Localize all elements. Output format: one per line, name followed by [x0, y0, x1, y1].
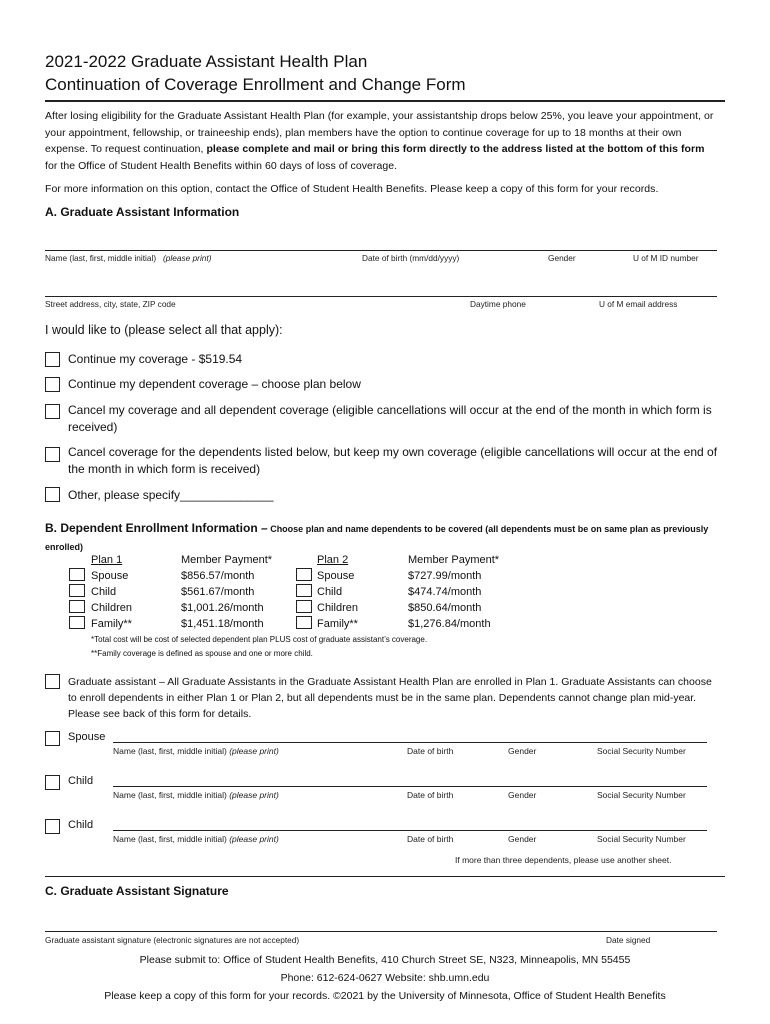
section-c-heading: C. Graduate Assistant Signature	[45, 884, 229, 898]
option-checkbox-cancel-all[interactable]	[45, 404, 60, 419]
email-label: U of M email address	[599, 299, 678, 309]
dependent-checkbox-child-2[interactable]	[45, 819, 60, 834]
plan-cost-note: *Total cost will be cost of selected dependent plan PLUS cost of graduate assistant’s coverage.	[91, 635, 428, 644]
plan2-spouse-label: Spouse	[317, 570, 355, 582]
dep2-dob-label: Date of birth	[407, 790, 454, 800]
dob-label: Date of birth (mm/dd/yyyy)	[362, 253, 460, 263]
phone-label: Daytime phone	[470, 299, 526, 309]
plan1-children-price: $1,001.26/month	[181, 602, 264, 614]
ga-note: Graduate assistant – All Graduate Assistants in the Graduate Assistant Health Plan are enrolled in Plan 1. Graduate Assistants can choose to enroll dependents in either Plan 1 or Plan 2, but all dependents must be in the same plan. Dependents cannot change plan mid-year. Please see back of this form for details.	[68, 676, 712, 720]
plan1-family-price: $1,451.18/month	[181, 618, 264, 630]
name-line[interactable]	[45, 250, 717, 251]
gender-label: Gender	[548, 253, 576, 263]
plan1-payment-header: Member Payment*	[181, 554, 273, 566]
plan1-family-label: Family**	[91, 618, 132, 630]
plan2-spouse-checkbox[interactable]	[296, 568, 312, 581]
footer-copyright: Please keep a copy of this form for your records. ©2021 by the University of Minnesota, Office of Student Health Benefits	[104, 990, 666, 1002]
address-line[interactable]	[45, 296, 717, 297]
address-label: Street address, city, state, ZIP code	[45, 299, 176, 309]
intro-paragraph	[45, 108, 717, 174]
family-coverage-note: **Family coverage is defined as spouse and one or more child.	[91, 649, 313, 658]
plan1-title: Plan 1	[91, 554, 123, 566]
plan2-family-label: Family**	[317, 618, 358, 630]
plan1-children-checkbox[interactable]	[69, 600, 85, 613]
form-title-line1: 2021-2022 Graduate Assistant Health Plan	[45, 52, 368, 71]
dep2-name-label: Name (last, first, middle initial) (please print)	[113, 790, 279, 800]
dependent-type-child-1: Child	[68, 775, 94, 787]
plan1-child-price: $561.67/month	[181, 586, 255, 598]
form-title-line2: Continuation of Coverage Enrollment and Change Form	[45, 75, 466, 94]
dep3-gender-label: Gender	[508, 834, 537, 844]
plan2-child-label: Child	[317, 586, 343, 598]
section-b-title: B. Dependent Enrollment Information –	[45, 521, 268, 535]
more-dependents-note: If more than three dependents, please use another sheet.	[455, 855, 672, 865]
dep1-gender-label: Gender	[508, 746, 537, 756]
plan2-children-label: Children	[317, 602, 358, 614]
option-checkbox-cancel-dependents[interactable]	[45, 447, 60, 462]
option-checkbox-dependent[interactable]	[45, 377, 60, 392]
dependent-checkbox-child-1[interactable]	[45, 775, 60, 790]
plan2-child-price: $474.74/month	[408, 586, 482, 598]
section-c-rule	[45, 876, 725, 877]
intro-text-2: for the Office of Student Health Benefits within 60 days of loss of coverage.	[45, 159, 398, 172]
section-b-heading	[45, 520, 725, 556]
plan2-children-checkbox[interactable]	[296, 600, 312, 613]
plan1-child-checkbox[interactable]	[69, 584, 85, 597]
dep3-dob-label: Date of birth	[407, 834, 454, 844]
option-checkbox-other[interactable]	[45, 487, 60, 502]
dependent-checkbox-spouse[interactable]	[45, 731, 60, 746]
dependent-line-child-1[interactable]	[113, 786, 707, 787]
name-label: Name (last, first, middle initial) (please print)	[45, 253, 212, 263]
plan2-title: Plan 2	[317, 554, 349, 566]
date-signed-label: Date signed	[606, 935, 651, 945]
plan1-family-checkbox[interactable]	[69, 616, 85, 629]
dep2-ssn-label: Social Security Number	[597, 790, 686, 800]
plan1-spouse-price: $856.57/month	[181, 570, 255, 582]
option-continue: Continue my coverage - $519.54	[68, 352, 243, 366]
plan1-spouse-label: Spouse	[91, 570, 129, 582]
signature-label: Graduate assistant signature (electronic signatures are not accepted)	[45, 935, 300, 945]
signature-line[interactable]	[45, 931, 717, 932]
options-prompt: I would like to (please select all that apply):	[45, 323, 283, 337]
umid-label: U of M ID number	[633, 253, 699, 263]
plan1-child-label: Child	[91, 586, 117, 598]
footer-contact: Phone: 612-624-0627 Website: shb.umn.edu	[280, 972, 490, 984]
option-cancel-all: Cancel my coverage and all dependent coverage (eligible cancellations will occur at the end of the month in which form is received)	[68, 403, 712, 434]
plan1-spouse-checkbox[interactable]	[69, 568, 85, 581]
section-a-heading: A. Graduate Assistant Information	[45, 205, 240, 219]
dep1-name-label: Name (last, first, middle initial) (please print)	[113, 746, 279, 756]
section-b-subtitle: Choose plan and name dependents to be covered (all dependents must be on same plan as previously enrolled)	[45, 524, 709, 552]
plan2-family-price: $1,276.84/month	[408, 618, 491, 630]
title-rule	[45, 100, 725, 102]
dep1-dob-label: Date of birth	[407, 746, 454, 756]
plan2-children-price: $850.64/month	[408, 602, 482, 614]
intro-text-bold: please complete and mail or bring this form directly to the address listed at the bottom of this form	[206, 143, 705, 155]
plan2-family-checkbox[interactable]	[296, 616, 312, 629]
dep1-ssn-label: Social Security Number	[597, 746, 686, 756]
dependent-type-child-2: Child	[68, 819, 94, 831]
dep3-ssn-label: Social Security Number	[597, 834, 686, 844]
dependent-line-spouse[interactable]	[113, 742, 707, 743]
plan2-payment-header: Member Payment*	[408, 554, 500, 566]
plan1-children-label: Children	[91, 602, 132, 614]
option-dependent: Continue my dependent coverage – choose plan below	[68, 377, 361, 391]
dep3-name-label: Name (last, first, middle initial) (please print)	[113, 834, 279, 844]
option-checkbox-continue[interactable]	[45, 352, 60, 367]
plan2-child-checkbox[interactable]	[296, 584, 312, 597]
plan2-spouse-price: $727.99/month	[408, 570, 482, 582]
dependent-type-spouse: Spouse	[68, 731, 106, 743]
intro-info: For more information on this option, contact the Office of Student Health Benefits. Please keep a copy of this form for your records.	[45, 183, 659, 195]
option-cancel-dependents: Cancel coverage for the dependents listed below, but keep my own coverage (eligible cancellations will occur at the end of the month in which form is received)	[68, 445, 718, 476]
intro-text-1: After losing eligibility for the Graduate Assistant Health Plan (for example, your assistantship drops below 25%, you leave your appointment, or your appointment, fellowship, or traineeship ends), plan members have the option to continue coverage for up to 18 months at their own expense. To request continuation,	[45, 110, 714, 155]
footer-address: Please submit to: Office of Student Health Benefits, 410 Church Street SE, N323, Minneapolis, MN 55455	[139, 954, 631, 966]
option-other: Other, please specify______________	[68, 488, 274, 502]
ga-note-checkbox[interactable]	[45, 674, 60, 689]
dep2-gender-label: Gender	[508, 790, 537, 800]
dependent-line-child-2[interactable]	[113, 830, 707, 831]
